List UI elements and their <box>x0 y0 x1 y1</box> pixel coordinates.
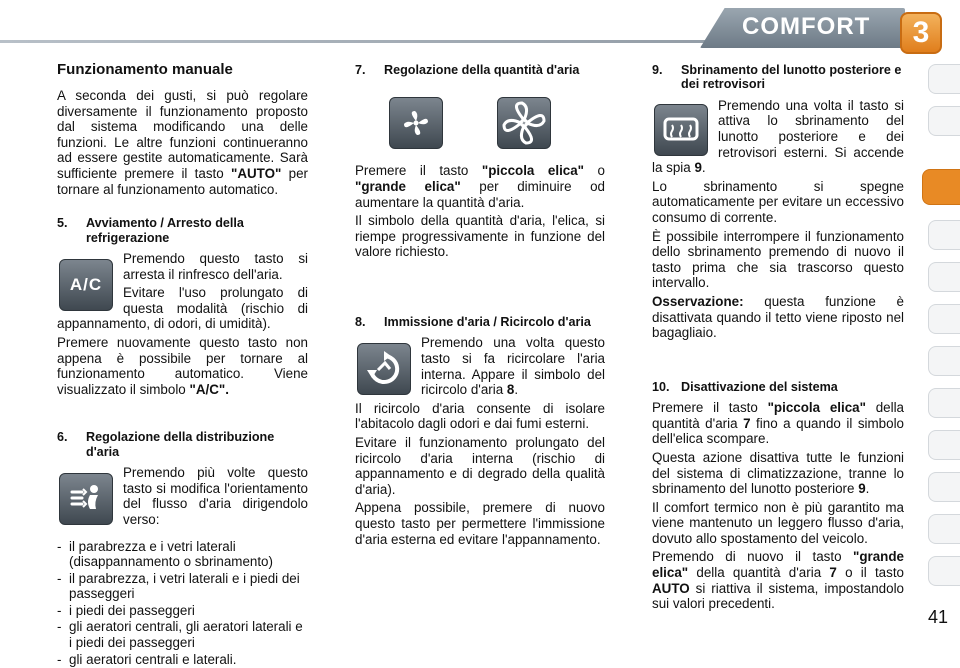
section-9-note: Osservazione: questa funzione è disattivata quando il tetto viene riposto nel bagagliaio. <box>652 293 904 341</box>
distribution-list <box>57 539 308 668</box>
list-item: - il parabrezza, i vetri laterali e i piedi dei passeggeri <box>57 570 300 602</box>
page-number: 41 <box>927 607 948 627</box>
column-right <box>652 58 904 615</box>
section-7-heading: 7. Regolazione della quantità d'aria <box>355 63 580 77</box>
section-10-p2: Questa azione disattiva tutte le funzioni del sistema di climatizzazione, tranne lo sbrinamento del lunotto posteriore 9. <box>652 449 904 497</box>
chapter-tab[interactable] <box>928 106 960 136</box>
section-8-p4: Appena possibile, premere di nuovo questo tasto per permettere l'immissione d'aria esterna ed evitare l'appannamento. <box>355 500 605 547</box>
section-6-body <box>57 465 308 667</box>
section-5-p2: Evitare l'uso prolungato di questa modalità (rischio di appannamento, di odori, di umidità). <box>57 285 308 332</box>
list-item: - i piedi dei passeggeri <box>57 602 195 618</box>
section-6-heading: 6. Regolazione della distribuzione d'aria <box>57 430 275 459</box>
column-left <box>57 58 308 668</box>
section-7-p1: Premere il tasto "piccola elica" o "grande elica" per diminuire od aumentare la quantità d'aria. <box>355 163 605 210</box>
section-9-p1: Premendo una volta il tasto si attiva lo sbrinamento del lunotto posteriore e dei retrovisori esterni. Si accende la spia 9. <box>652 97 904 176</box>
section-7-p2: Il simbolo della quantità d'aria, l'elica, si riempe progressivamente in funzione del valore richiesto. <box>355 213 605 260</box>
chapter-tab[interactable] <box>928 220 960 250</box>
section-10-p3: Il comfort termico non è più garantito ma viene mantenuto un leggero flusso d'aria, dovuto allo spostamento del veicolo. <box>652 499 904 546</box>
section-10-heading: 10. Disattivazione del sistema <box>652 379 838 394</box>
chapter-tab[interactable] <box>928 346 960 376</box>
section-9-p3: È possibile interrompere il funzionamento dello sbrinamento premendo di nuovo il tasto prima che sia trascorso questo intervallo. <box>652 228 904 291</box>
rear-defrost-icon <box>654 104 708 156</box>
large-fan-icon <box>497 97 551 149</box>
chapter-tab[interactable] <box>928 430 960 460</box>
chapter-tab-active[interactable] <box>922 169 960 205</box>
chapter-tab[interactable] <box>928 64 960 94</box>
section-8-p3: Evitare il funzionamento prolungato del ricircolo d'aria interna (rischio di appannamento e di degrado della qualità d'aria). <box>355 434 605 497</box>
recirculation-icon <box>357 343 411 395</box>
chapter-tab[interactable] <box>928 304 960 334</box>
air-distribution-icon <box>59 473 113 525</box>
section-8-heading: 8. Immissione d'aria / Ricircolo d'aria <box>355 314 591 329</box>
section-9-body <box>652 98 904 341</box>
section-6-p1: Premendo più volte questo tasto si modifica l'orientamento del flusso d'aria dirigendolo verso: <box>123 465 308 527</box>
chapter-tabs <box>928 64 960 584</box>
intro-paragraph: A seconda dei gusti, si può regolare diversamente il funzionamento proposto dal sistema modificando una delle funzioni. Le altre funzioni continueranno ad essere gestite automaticamente. Sarà sufficiente premere il tasto "AUTO" per tornare al funzionamento automatico. <box>57 88 308 197</box>
small-fan-icon <box>389 97 443 149</box>
section-5-p1: Premendo questo tasto si arresta il rinfresco dell'aria. <box>123 250 308 282</box>
chapter-tab[interactable] <box>928 388 960 418</box>
section-title: Funzionamento manuale <box>57 61 233 78</box>
list-item: - gli aeratori centrali e laterali. <box>57 651 237 667</box>
section-5-heading: 5. Avviamento / Arresto della refrigerazione <box>57 216 244 245</box>
section-8-p2: Il ricircolo d'aria consente di isolare l'abitacolo dagli odori e dai fumi esterni. <box>355 400 605 432</box>
header-band <box>0 0 960 50</box>
list-item: - il parabrezza e i vetri laterali (disappannamento o sbrinamento) <box>57 538 273 570</box>
section-8-p1: Premendo una volta questo tasto si fa ricircolare l'aria interna. Appare il simbolo del ricircolo d'aria 8. <box>421 335 605 398</box>
chapter-number-badge: 3 <box>900 12 942 54</box>
section-8-body <box>355 335 605 547</box>
section-10-p1: Premere il tasto "piccola elica" della quantità d'aria 7 fino a quando il simbolo dell'elica scompare. <box>652 400 904 447</box>
chapter-tab[interactable] <box>928 556 960 586</box>
ac-icon: A/C <box>59 259 113 311</box>
section-9-p2: Lo sbrinamento si spegne automaticamente per evitare un eccessivo consumo di corrente. <box>652 178 904 225</box>
column-middle <box>355 58 605 550</box>
section-10-p4: Premendo di nuovo il tasto "grande elica" della quantità d'aria 7 o il tasto AUTO si riattiva il sistema, impostandolo sui valori precedenti. <box>652 549 904 612</box>
section-5-p3: Premere nuovamente questo tasto non appena è possibile per tornare al funzionamento automatico. Viene visualizzato il simbolo "A/C". <box>57 334 308 397</box>
section-9-heading: 9. Sbrinamento del lunotto posteriore e dei retrovisori <box>652 63 902 92</box>
list-item: - gli aeratori centrali, gli aeratori laterali e i piedi dei passeggeri <box>57 619 303 651</box>
chapter-tab[interactable] <box>928 514 960 544</box>
section-5-body <box>57 251 308 397</box>
chapter-tab[interactable] <box>928 262 960 292</box>
chapter-tab[interactable] <box>928 472 960 502</box>
chapter-title: COMFORT <box>742 13 871 40</box>
fan-buttons <box>389 97 605 149</box>
